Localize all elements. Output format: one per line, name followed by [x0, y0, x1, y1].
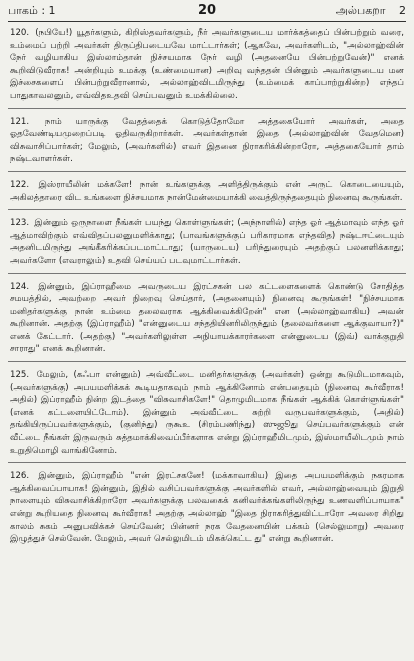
page-header — [8, 0, 406, 21]
part-label: பாகம் : 1 — [8, 4, 56, 17]
verse-text: மேலும், (கஃபா என்னும்) அவ்வீட்டை மனிதர்களுக்கு (அவர்கள்) ஒன்று கூடுமிடமாகவும், (அவர்களுக்கு) அபயமளிக்கக் கூடியதாகவும் நாம் ஆக்கினோம் என்பதையும் (நினைவு கூர்வீராக! அதில்) இப்ராஹீம் நின்ற இடத்தை "விசுவாசிகளே!" தொழுமிடமாக நீங்கள் ஆக்கிக் கொள்ளுங்கள்" (எனக் கட்டளையிட்டோம்). இன்னும் அவ்வீட்டை சுற்றி வருபவர்களுக்கும், (அதில்) தங்கியிருப்பவர்களுக்கும், (குனிந்து) ருகூஉ (சிரம்பணிந்து) ஸுஜூது செய்பவர்களுக்கும் என் வீட்டை நீங்கள் இருவரும் சுத்தமாக்கிவைப்பீர்களாக என்று இப்ராஹீமிடமும், இஸ்மாயீலிடமும் நாம் உறுதிமொழி வாங்கினோம். — [10, 370, 404, 456]
verse-divider — [8, 273, 406, 274]
verse-text: (நபியே!) யூதர்களும், கிறிஸ்தவர்களும், நீர் அவர்களுடைய மார்க்கத்தைப் பின்பற்றும் வரை, உம்மைப் பற்றி அவர்கள் திருப்திபடையவே மாட்டார்கள்; (ஆகவே, அவர்களிடம், "அல்லாஹ்வின் நேர் வழியாகிய இஸ்லாம்தான் நிச்சயமாக நேர் வழி (அதனையே பின்பற்றுவேன்)" எனக் கூறிவிடுவீராக! அன்றியும் உமக்கு (உண்மையான) அறிவு வந்ததன் பின்னும் அவர்களுடைய மன இச்சைகளைப் பின்பற்றுவீரானால், அல்லாஹ்விடமிருந்து (உம்மைக் காப்பாற்றுகின்ற) எந்தப் பாதுகாவலனும், எவ்விதஉதவி செய்பவனும் உமக்கில்லை. — [10, 28, 404, 101]
verse-number: 124. — [10, 281, 30, 292]
verse-text: நாம் யாருக்கு வேதத்தைக் கொடுத்தோமோ அத்தகையோர் அவர்கள், அதை ஓதவேண்டியமுறைப்படி ஓதிவருகிறார்கள். அவர்கள்தான் இதை (அல்லாஹ்வின் வேதமென) விசுவாசிப்பார்கள்; மேலும், (அவர்களில்) எவர் இதனை நிராகரிக்கின்றாரோ, அத்தகையோர் தாம் நஷ்டவாளர்கள். — [10, 116, 404, 165]
verse-divider — [8, 462, 406, 463]
verse-number: 122. — [10, 179, 30, 190]
page-number: 20 — [197, 3, 217, 18]
verse-text: இன்னும், இப்ராஹீமை அவருடைய இரட்சகன் பல கட்டளைகளைக் கொண்டு சோதித்த சமயத்தில், அவற்றை அவர் நிறைவு செய்தார், (அதனையும்) நினைவு கூருங்கள்! "நிச்சயமாக மனிதர்களுக்கு நான் உம்மை தலைவராக ஆக்கிவைக்கிறேன்" என (அல்லாஹ்வாகிய) அவன் கூறினான். அதற்கு (இப்ராஹீம்) "என்னுடைய சந்ததியினரிலிருந்தும் (தலைவர்களை ஆக்குவாயா?)" எனக் கேட்டார். (அதற்கு) "அவர்களிலுள்ள அநியாயக்காரர்களை என்னுடைய (இவ்) வாக்குறுதி சாராது" எனக் கூறினான். — [10, 281, 404, 355]
verse-divider — [8, 108, 406, 109]
verse-124 — [8, 281, 406, 357]
verse-121 — [8, 116, 406, 166]
verse-126 — [8, 470, 406, 546]
chapter-number: 2 — [399, 4, 407, 17]
verse-text: இஸ்ராயீலின் மக்களே! நான் உங்களுக்கு அளித்திருக்கும் என் அருட் கொடையையும், அகிலத்தாரை விட உங்களை நிச்சயமாக நான்மேன்மையாக்கி வைத்திருந்ததையும் நினைவு கூருங்கள். — [10, 179, 404, 203]
verse-number: 126. — [10, 471, 30, 482]
verse-125 — [8, 369, 406, 457]
verse-text: இன்னும், இப்ராஹீம் "என் இரட்சகனே! (மக்காவாகிய) இதை அபயமளிக்கும் நகரமாக ஆக்கிவைப்பாயாக! இன்னும், இதில் வசிப்பவர்களுக்கு அவர்களில் எவர், அல்லாஹ்வையும் இறுதி நாளையும் விசுவாசிக்கிறாரோ அவர்களுக்கு பலவகைக் கனிவர்க்கங்களிலிருந்து உணவளிப்பாயாக" என்று கூறியதை நினைவு கூர்வீராக! அதற்கு அல்லாஹ் "இதை நிராகரித்துவிட்டாரோ அவரை சிறிது காலம் சுகம் அனுபவிக்கச் செய்வேன்; பின்னர் நரக வேதனையின் பக்கம் (செல்லுமாறு) அவரை இழுத்துச் செல்வேன். மேலும், அவர் செல்லுமிடம் மிகக்கெட்ட து" என்று கூறினான். — [10, 471, 405, 545]
header-rule — [8, 21, 406, 22]
verse-123 — [8, 217, 406, 267]
verse-divider — [8, 209, 406, 210]
verse-122 — [8, 179, 406, 204]
verse-text: இன்னும் ஒருநாளை நீங்கள் பயந்து கொள்ளுங்கள்; (அந்நாளில்) எந்த ஓர் ஆத்மாவும் எந்த ஓர் ஆத்மாவிற்கும் எவ்விதப்பலனுமளிக்காது; (பாவங்களுக்குப் பரிகாரமாக எந்தவித) நஷ்டஈட்டையும் அதனிடமிருந்து அங்கீகரிக்கப்படமாட்டாது; (யாருடைய) பரிந்துரையும் அதற்குப் பலனளிக்காது; அவர்களோ (எவராலும்) உதவி செய்யப் படவுமாட்டார்கள். — [10, 218, 404, 266]
verse-number: 120. — [10, 28, 30, 38]
chapter-title: அல்பகறா — [335, 4, 386, 17]
verse-120 — [8, 27, 406, 103]
verse-divider — [8, 361, 406, 362]
chapter-heading — [273, 5, 406, 16]
verse-divider — [8, 171, 406, 172]
verse-number: 121. — [10, 116, 30, 127]
verse-number: 123. — [10, 218, 30, 229]
verse-number: 125. — [10, 370, 30, 381]
